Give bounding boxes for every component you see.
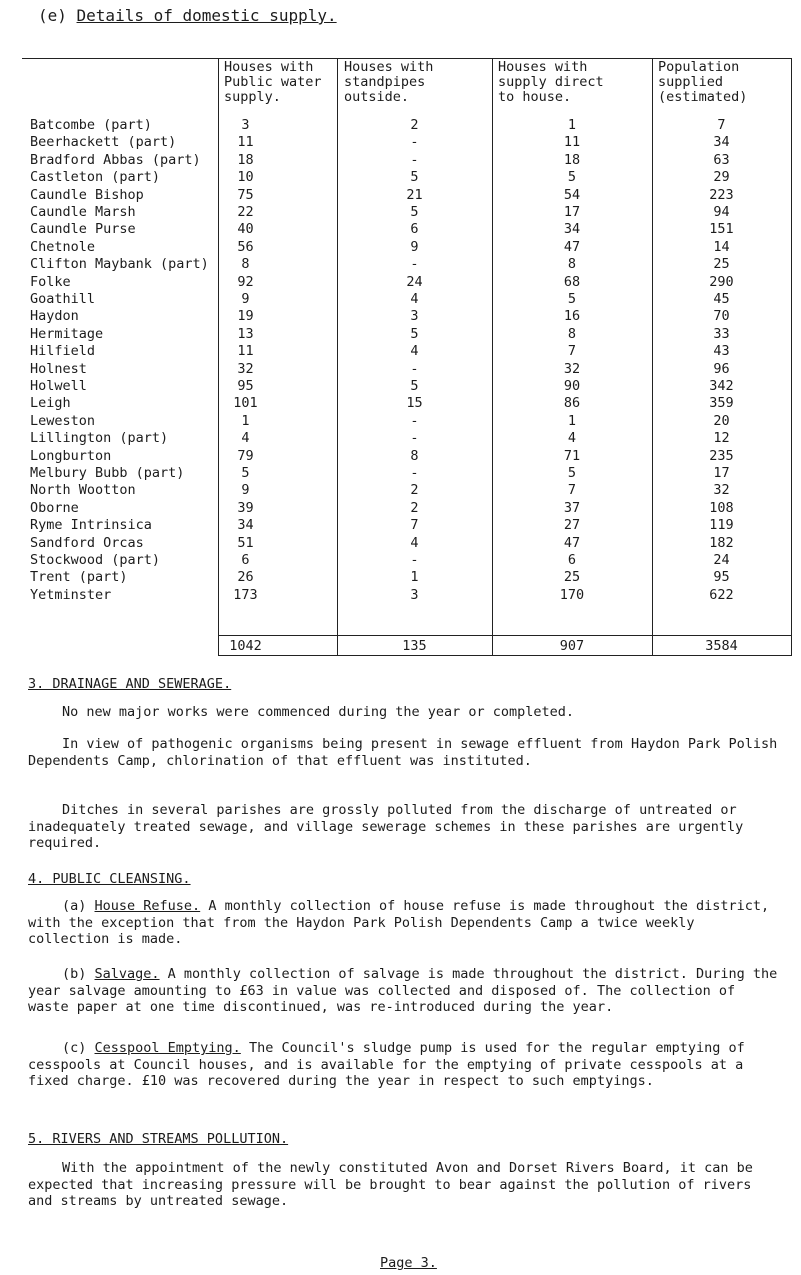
cell-d: 29 (713, 169, 730, 186)
cell-c: 37 (563, 499, 581, 516)
section-heading-e (38, 6, 337, 25)
header-standpipes: Houses with standpipes outside. (344, 59, 434, 105)
parish-name: Leweston (30, 412, 96, 429)
table-row (22, 134, 792, 150)
para-a-label: (a) (62, 898, 95, 914)
cell-c: 6 (567, 552, 577, 568)
section-3-para-3: Ditches in several parishes are grossly polluted from the discharge of untreated or inadequately treated sewage, and village sewerage schemes in these parishes are urgently required. (28, 802, 744, 851)
cell-c: 11 (563, 134, 581, 151)
cell-b: 2 (410, 482, 419, 499)
cell-d: 622 (709, 586, 734, 603)
cell-b: - (410, 256, 419, 273)
cell-b: - (410, 412, 419, 429)
cell-c: 5 (567, 291, 577, 307)
cell-c: 4 (567, 430, 577, 447)
cell-d: 235 (709, 447, 734, 464)
cell-b: 9 (410, 238, 419, 255)
cell-b: 8 (410, 447, 419, 464)
cell-b: 5 (410, 325, 419, 342)
cell-b: 7 (410, 517, 419, 534)
cell-b: 2 (410, 499, 419, 516)
cell-d: 342 (709, 378, 734, 394)
table-row (22, 430, 792, 446)
table-row (22, 343, 792, 359)
cell-d: 12 (713, 430, 730, 447)
parish-name: North Wootton (30, 482, 136, 499)
cell-b: 15 (406, 395, 423, 412)
cell-d: 14 (713, 238, 730, 255)
cell-c: 27 (563, 517, 581, 534)
table-row (22, 448, 792, 464)
cell-c: 5 (567, 465, 577, 481)
table-row (22, 239, 792, 255)
cell-c: 25 (563, 569, 581, 586)
cell-d: 17 (713, 465, 730, 481)
parish-name: Trent (part) (30, 569, 128, 586)
cell-a: 3 (241, 117, 250, 133)
cell-b: 5 (410, 378, 419, 394)
cell-a: 9 (241, 482, 250, 499)
cell-c: 86 (563, 395, 581, 412)
table-row (22, 378, 792, 394)
cell-d: 25 (713, 256, 730, 273)
cell-c: 16 (563, 308, 581, 325)
parish-name: Bradford Abbas (part) (30, 151, 201, 168)
parish-name: Holwell (30, 378, 87, 394)
cell-d: 290 (709, 273, 734, 290)
total-population: 3584 (705, 638, 738, 654)
table-row (22, 552, 792, 568)
parish-name: Chetnole (30, 238, 96, 255)
totals-row (22, 638, 792, 654)
parish-name: Caundle Marsh (30, 204, 136, 220)
page-number: Page 3. (380, 1255, 437, 1271)
cell-d: 223 (709, 186, 734, 203)
cell-a: 51 (237, 534, 254, 551)
table-row (22, 587, 792, 603)
section-4-para-b (28, 966, 780, 1016)
cell-c: 7 (567, 343, 577, 360)
cell-a: 5 (241, 465, 250, 481)
parish-name: Haydon (30, 308, 79, 325)
cell-b: 2 (410, 117, 419, 133)
parish-name: Folke (30, 273, 71, 290)
table-row (22, 187, 792, 203)
totals-rule-top (218, 635, 792, 636)
cell-d: 182 (709, 534, 734, 551)
section-3-para-2: In view of pathogenic organisms being present in sewage effluent from Haydon Park Polish Dependents Camp, chlorination of that effluent was instituted. (28, 736, 778, 769)
table-row (22, 500, 792, 516)
heading-title: Details of domestic supply. (76, 6, 337, 25)
cell-c: 8 (567, 256, 577, 273)
cell-b: 24 (406, 273, 423, 290)
cell-d: 119 (709, 517, 734, 534)
cell-b: - (410, 360, 419, 377)
cell-c: 170 (559, 586, 585, 603)
parish-name: Leigh (30, 395, 71, 412)
cell-c: 1 (567, 412, 577, 429)
table-row (22, 204, 792, 220)
cell-b: 4 (410, 534, 419, 551)
cell-b: 21 (406, 186, 423, 203)
cell-a: 101 (233, 395, 258, 412)
cell-b: 3 (410, 308, 419, 325)
cell-d: 7 (717, 117, 726, 133)
table-row (22, 326, 792, 342)
parish-name: Batcombe (part) (30, 117, 152, 133)
total-public-water: 1042 (229, 638, 262, 654)
section-3-para-1: No new major works were commenced during the year or completed. (62, 704, 575, 720)
cell-a: 4 (241, 430, 250, 447)
table-row (22, 535, 792, 551)
parish-name: Beerhackett (part) (30, 134, 177, 151)
cell-d: 96 (713, 360, 730, 377)
cell-a: 79 (237, 447, 254, 464)
cell-c: 47 (563, 534, 581, 551)
cell-c: 71 (563, 447, 581, 464)
table-row (22, 117, 792, 133)
cell-a: 9 (241, 291, 250, 307)
cell-a: 34 (237, 517, 254, 534)
cell-a: 11 (237, 134, 254, 151)
parish-name: Ryme Intrinsica (30, 517, 152, 534)
para-b-text: A monthly collection of salvage is made throughout the district. During the year salvage amounting to £63 in value was collected and disposed of. The collection of waste paper at one time discontinued, was re-introduced during the year. (28, 966, 778, 1015)
cell-d: 20 (713, 412, 730, 429)
section-3-title: 3. DRAINAGE AND SEWERAGE. (28, 676, 232, 692)
parish-name: Yetminster (30, 586, 112, 603)
cell-a: 19 (237, 308, 254, 325)
section-4-para-c (28, 1040, 780, 1090)
cell-c: 90 (563, 378, 581, 394)
cell-a: 40 (237, 221, 254, 238)
cell-a: 6 (241, 552, 250, 568)
cell-a: 92 (237, 273, 254, 290)
cell-b: - (410, 134, 419, 151)
parish-name: Goathill (30, 291, 96, 307)
parish-name: Holnest (30, 360, 87, 377)
total-direct-supply: 907 (559, 638, 585, 654)
cell-b: - (410, 465, 419, 481)
parish-name: Oborne (30, 499, 79, 516)
parish-name: Castleton (part) (30, 169, 161, 186)
cell-a: 1 (241, 412, 250, 429)
parish-name: Longburton (30, 447, 112, 464)
cell-c: 32 (563, 360, 581, 377)
cell-c: 17 (563, 204, 581, 220)
cell-b: - (410, 151, 419, 168)
heading-prefix: (e) (38, 6, 77, 25)
cell-c: 54 (563, 186, 581, 203)
parish-name: Clifton Maybank (part) (30, 256, 209, 273)
table-row (22, 465, 792, 481)
cell-a: 10 (237, 169, 254, 186)
cell-a: 173 (233, 586, 258, 603)
cell-a: 13 (237, 325, 254, 342)
cell-c: 47 (563, 238, 581, 255)
parish-name: Sandford Orcas (30, 534, 144, 551)
cell-a: 75 (237, 186, 254, 203)
cell-d: 32 (713, 482, 730, 499)
totals-rule-bottom (218, 655, 792, 656)
cell-b: 6 (410, 221, 419, 238)
cell-d: 151 (709, 221, 734, 238)
cell-a: 32 (237, 360, 254, 377)
cell-a: 95 (237, 378, 254, 394)
cell-a: 22 (237, 204, 254, 220)
cell-a: 8 (241, 256, 250, 273)
cell-a: 26 (237, 569, 254, 586)
table-row (22, 395, 792, 411)
para-a-text: A monthly collection of house refuse is made throughout the district, with the exception that from the Haydon Park Polish Dependents Camp a twice weekly collection is made. (28, 898, 770, 947)
table-row (22, 169, 792, 185)
table-row (22, 308, 792, 324)
para-a-subtitle: House Refuse. (94, 898, 201, 914)
total-standpipes: 135 (402, 638, 427, 654)
cell-d: 45 (713, 291, 730, 307)
table-row (22, 482, 792, 498)
parish-name: Caundle Bishop (30, 186, 144, 203)
cell-d: 43 (713, 343, 730, 360)
section-5-title: 5. RIVERS AND STREAMS POLLUTION. (28, 1131, 289, 1147)
table-row (22, 291, 792, 307)
cell-c: 68 (563, 273, 581, 290)
parish-name: Hermitage (30, 325, 104, 342)
cell-c: 7 (567, 482, 577, 499)
table-row (22, 274, 792, 290)
cell-b: 1 (410, 569, 419, 586)
cell-a: 11 (237, 343, 254, 360)
cell-d: 94 (713, 204, 730, 220)
parish-name: Hilfield (30, 343, 96, 360)
cell-d: 95 (713, 569, 730, 586)
header-population: Population supplied (estimated) (658, 59, 748, 105)
cell-c: 5 (567, 169, 577, 186)
para-c-label: (c) (62, 1040, 95, 1056)
table-row (22, 361, 792, 377)
table-row (22, 413, 792, 429)
cell-b: 4 (410, 343, 419, 360)
cell-b: 5 (410, 204, 419, 220)
table-row (22, 517, 792, 533)
cell-b: 5 (410, 169, 419, 186)
cell-a: 18 (237, 151, 254, 168)
table-row (22, 256, 792, 272)
cell-b: - (410, 430, 419, 447)
cell-d: 108 (709, 499, 734, 516)
table-row (22, 569, 792, 585)
section-5-para-1: With the appointment of the newly constituted Avon and Dorset Rivers Board, it can be expected that increasing pressure will be brought to bear against the pollution of rivers and streams by untreated sewage. (28, 1160, 753, 1209)
parish-name: Melbury Bubb (part) (30, 465, 185, 481)
parish-name: Caundle Purse (30, 221, 136, 238)
cell-a: 39 (237, 499, 254, 516)
cell-d: 34 (713, 134, 730, 151)
header-public-water: Houses with Public water supply. (224, 59, 322, 105)
parish-name: Lillington (part) (30, 430, 169, 447)
cell-a: 56 (237, 238, 254, 255)
section-4-title: 4. PUBLIC CLEANSING. (28, 871, 191, 887)
header-direct-supply: Houses with supply direct to house. (498, 59, 604, 105)
para-c-text: The Council's sludge pump is used for the regular emptying of cesspools at Council houses, and is available for the emptying of private cesspools at a fixed charge. £10 was recovered during the year in respect to such emptyings. (28, 1040, 745, 1089)
cell-d: 24 (713, 552, 730, 568)
cell-c: 18 (563, 151, 581, 168)
parish-name: Stockwood (part) (30, 552, 161, 568)
cell-b: 4 (410, 291, 419, 307)
cell-d: 63 (713, 151, 730, 168)
cell-d: 33 (713, 325, 730, 342)
cell-c: 34 (563, 221, 581, 238)
cell-b: 3 (410, 586, 419, 603)
cell-b: - (410, 552, 419, 568)
cell-c: 8 (567, 325, 577, 342)
para-c-subtitle: Cesspool Emptying. (94, 1040, 241, 1056)
cell-d: 70 (713, 308, 730, 325)
section-4-para-a (28, 898, 780, 948)
cell-c: 1 (567, 117, 577, 133)
cell-d: 359 (709, 395, 734, 412)
table-row (22, 152, 792, 168)
para-b-label: (b) (62, 966, 95, 982)
para-b-subtitle: Salvage. (94, 966, 160, 982)
table-row (22, 221, 792, 237)
